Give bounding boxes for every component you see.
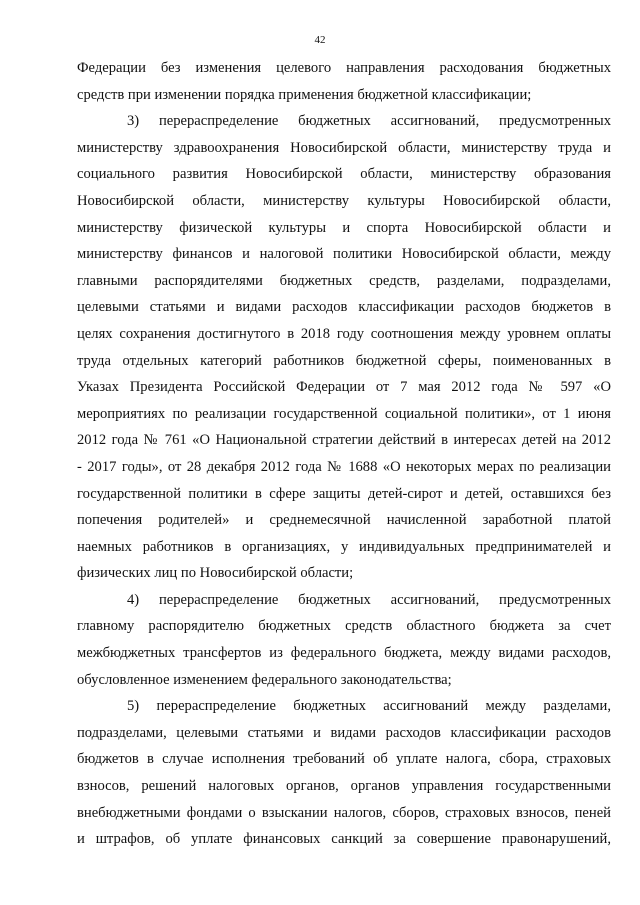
text-line: внебюджетными фондами о взыскании налогов, сборов, страховых взносов, пеней xyxy=(77,804,611,821)
text-line: 2012 года № 761 «О Национальной стратегии действий в интересах детей на 2012 xyxy=(77,432,611,449)
text-line: министерству физической культуры и спорта Новосибирской области и xyxy=(77,219,611,236)
text-line: - 2017 годы», от 28 декабря 2012 года № 1688 «О некоторых мерах по реализации xyxy=(77,458,611,475)
text-line: 3) перераспределение бюджетных ассигнований, предусмотренных xyxy=(127,113,611,130)
text-line: Новосибирской области, министерству культуры Новосибирской области, xyxy=(77,192,611,209)
text-line: средств при изменении порядка применения бюджетной классификации; xyxy=(77,86,532,103)
text-line: и штрафов, об уплате финансовых санкций за совершение правонарушений, xyxy=(77,831,611,848)
page-number: 42 xyxy=(314,34,326,46)
text-line: физических лиц по Новосибирской области; xyxy=(77,565,354,582)
paragraph-continuation xyxy=(77,55,611,108)
text-line: мероприятиях по реализации государственной социальной политики», от 1 июня xyxy=(77,405,611,422)
paragraph-item-3 xyxy=(77,108,611,587)
paragraph-item-4 xyxy=(77,587,611,693)
text-line: межбюджетных трансфертов из федерального бюджета, между видами расходов, xyxy=(77,645,611,662)
text-line: бюджетов в случае исполнения требований об уплате налога, сбора, страховых xyxy=(77,751,611,768)
text-line: попечения родителей» и среднемесячной начисленной заработной платой xyxy=(77,512,611,529)
text-line: 5) перераспределение бюджетных ассигнований между разделами, xyxy=(127,698,611,715)
text-line: целях сохранения достигнутого в 2018 году соотношения между уровнем оплаты xyxy=(77,325,611,342)
text-line: 4) перераспределение бюджетных ассигнований, предусмотренных xyxy=(127,591,611,608)
text-line: министерству здравоохранения Новосибирской области, министерству труда и xyxy=(77,139,611,156)
text-line: главными распорядителями бюджетных средств, разделами, подразделами, xyxy=(77,272,611,289)
text-line: социального развития Новосибирской области, министерству образования xyxy=(77,166,611,183)
text-line: Федерации без изменения целевого направления расходования бюджетных xyxy=(77,60,611,76)
text-line: главному распорядителю бюджетных средств областного бюджета за счет xyxy=(77,618,611,635)
text-line: Указах Президента Российской Федерации от 7 мая 2012 года № 597 «О xyxy=(77,379,611,396)
text-line: целевыми статьями и видами расходов классификации расходов бюджетов в xyxy=(77,299,611,316)
text-line: министерству финансов и налоговой политики Новосибирской области, между xyxy=(77,246,611,263)
text-line: взносов, решений налоговых органов, органов управления государственными xyxy=(77,778,611,795)
text-line: подразделами, целевыми статьями и видами расходов классификации расходов xyxy=(77,724,611,741)
paragraph-item-5 xyxy=(77,693,611,853)
text-line: наемных работников в организациях, у индивидуальных предпринимателей и xyxy=(77,538,611,555)
text-line: обусловленное изменением федерального законодательства; xyxy=(77,671,452,688)
text-line: государственной политики в сфере защиты детей-сирот и детей, оставшихся без xyxy=(77,485,611,502)
text-line: труда отдельных категорий работников бюджетной сферы, поименованных в xyxy=(77,352,611,369)
document-body xyxy=(77,55,611,853)
